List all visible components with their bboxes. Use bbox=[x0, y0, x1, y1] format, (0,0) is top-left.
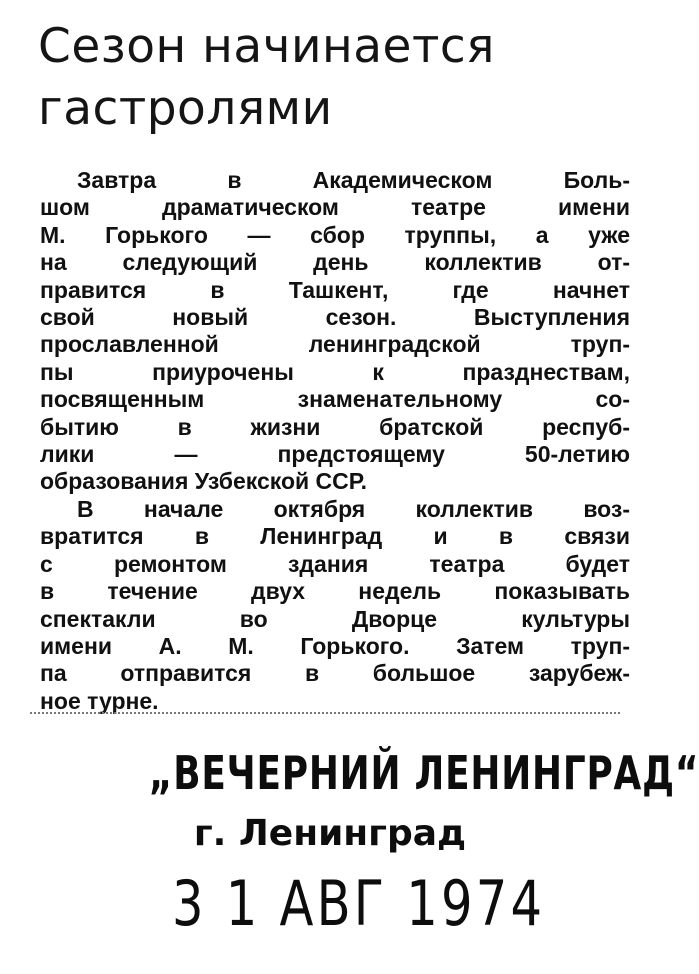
text-line: вратится в Ленинград и в связи bbox=[40, 523, 630, 550]
text-line: прославленной ленинградской труп- bbox=[40, 331, 630, 358]
text-line: в течение двух недель показывать bbox=[40, 578, 630, 605]
dotted-separator bbox=[30, 712, 620, 714]
text-line: ное турне. bbox=[40, 687, 159, 714]
text-line: бытию в жизни братской респуб- bbox=[40, 413, 630, 440]
text-line: с ремонтом здания театра будет bbox=[40, 550, 630, 577]
text-line: образования Узбекской ССР. bbox=[40, 468, 368, 495]
text-line: имени А. М. Горького. Затем труп- bbox=[40, 632, 630, 659]
newspaper-stamp-date: 3 1 АВГ 1974 bbox=[172, 867, 546, 940]
newspaper-stamp-name: „ВЕЧЕРНИЙ ЛЕНИНГРАД“ bbox=[148, 746, 699, 800]
text-line: на следующий день коллектив от- bbox=[40, 249, 630, 276]
text-line: пы приурочены к празднествам, bbox=[40, 358, 630, 385]
text-line: Завтра в Академическом Боль- bbox=[77, 167, 630, 193]
text-line: свой новый сезон. Выступления bbox=[40, 304, 630, 331]
text-line: В начале октября коллектив воз- bbox=[77, 495, 630, 522]
paragraph-1 bbox=[40, 167, 630, 496]
text-line: посвященным знаменательному со- bbox=[40, 386, 630, 413]
text-line: М. Горького — сбор труппы, а уже bbox=[40, 221, 630, 248]
headline bbox=[38, 16, 598, 140]
paragraph-2 bbox=[40, 496, 630, 715]
headline-line-2: гастролями bbox=[38, 81, 333, 136]
text-line: лики — предстоящему 50-летию bbox=[40, 441, 630, 468]
text-line: правится в Ташкент, где начнет bbox=[40, 276, 630, 303]
text-line: шом драматическом театре имени bbox=[40, 194, 630, 221]
text-line: па отправится в большое зарубеж- bbox=[40, 660, 630, 687]
newspaper-stamp-city: г. Ленинград bbox=[193, 813, 467, 854]
headline-line-1: Сезон начинается bbox=[38, 19, 495, 74]
text-line: спектакли во Дворце культуры bbox=[40, 605, 630, 632]
article-body bbox=[40, 167, 630, 715]
